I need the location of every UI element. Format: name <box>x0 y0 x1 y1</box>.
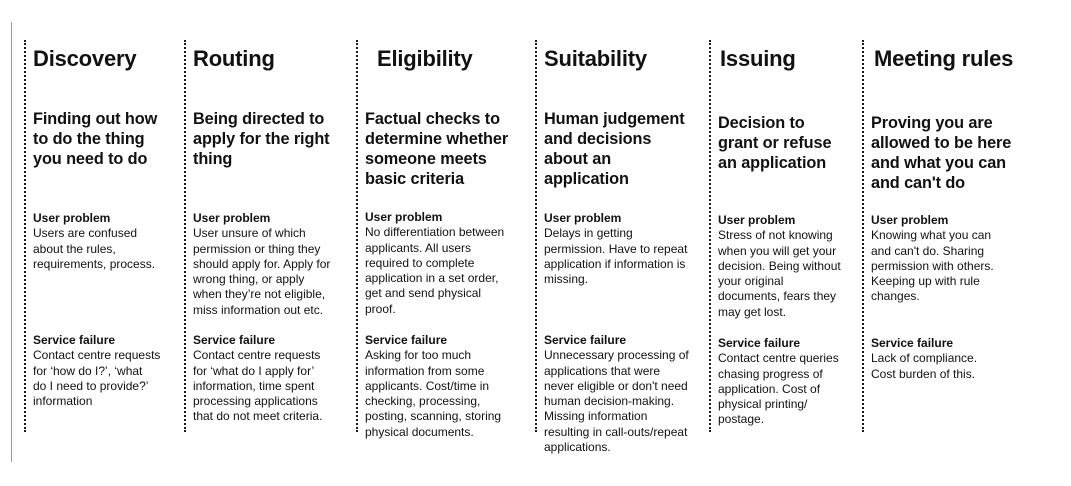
user-problem-label: User problem <box>718 213 796 227</box>
user-problem-block <box>365 210 504 317</box>
dotted-separator <box>356 40 358 432</box>
user-problem-label: User problem <box>365 210 443 224</box>
stage-subtitle: Human judgement and decisions about an application <box>544 110 685 188</box>
service-failure-text: Contact centre requests for ‘how do I?’, ‘what do I need to provide?’ information <box>33 348 161 409</box>
service-failure-label: Service failure <box>365 333 448 347</box>
service-failure-text: Asking for too much information from some applicants. Cost/time in checking, processing, posting, scanning, storing physical documents. <box>365 348 502 439</box>
user-problem-text: Delays in getting permission. Have to repeat application if information is missing. <box>544 226 688 287</box>
stage-title: Issuing <box>720 46 796 71</box>
user-problem-label: User problem <box>193 211 271 225</box>
dotted-separator <box>862 40 864 432</box>
user-problem-block <box>544 211 687 287</box>
service-failure-label: Service failure <box>33 333 116 347</box>
service-failure-label: Service failure <box>871 336 954 350</box>
user-problem-block <box>718 213 841 320</box>
stage-title: Eligibility <box>377 46 473 71</box>
service-failure-text: Lack of compliance. Cost burden of this. <box>871 351 978 381</box>
stage-subtitle: Decision to grant or refuse an application <box>718 114 832 172</box>
service-failure-block <box>544 333 689 455</box>
service-failure-label: Service failure <box>544 333 627 347</box>
dotted-separator <box>709 40 711 432</box>
user-problem-label: User problem <box>33 211 111 225</box>
stage-title: Routing <box>193 46 275 71</box>
stage-title: Discovery <box>33 46 137 71</box>
stage-subtitle: Being directed to apply for the right thing <box>193 110 330 168</box>
dotted-separator <box>24 40 26 432</box>
service-failure-label: Service failure <box>718 336 801 350</box>
left-edge-line <box>11 22 12 462</box>
user-problem-text: User unsure of which permission or thing they should apply for. Apply for wrong thing, or apply when they’re not eligible, miss information out etc. <box>193 226 331 317</box>
user-problem-label: User problem <box>544 211 622 225</box>
user-problem-block <box>871 213 994 305</box>
stage-title: Suitability <box>544 46 647 71</box>
service-failure-text: Contact centre queries chasing progress of application. Cost of physical printing/ postage. <box>718 351 839 427</box>
stage-title: Meeting rules <box>874 46 1014 71</box>
user-problem-text: Stress of not knowing when you will get your decision. Being without your original documents, fears they may get lost. <box>718 228 841 319</box>
user-problem-text: Knowing what you can and can't do. Sharing permission with others. Keeping up with rule changes. <box>871 228 994 304</box>
service-failure-block <box>365 333 501 440</box>
user-problem-text: No differentiation between applicants. All users required to complete application in a set order, get and send physical proof. <box>365 225 505 316</box>
stage-subtitle: Factual checks to determine whether someone meets basic criteria <box>365 110 509 188</box>
service-failure-label: Service failure <box>193 333 276 347</box>
user-problem-block <box>193 211 330 318</box>
dotted-separator <box>184 40 186 432</box>
service-failure-block <box>718 336 839 428</box>
service-failure-block <box>193 333 322 425</box>
dotted-separator <box>535 40 537 432</box>
stage-subtitle: Finding out how to do the thing you need to do <box>33 110 158 168</box>
service-failure-text: Unnecessary processing of applications that were never eligible or don't need human decision-making. Missing information resulting in call-outs/repeat applications. <box>544 348 689 455</box>
stage-subtitle: Proving you are allowed to be here and what you can and can't do <box>871 114 1012 192</box>
service-failure-block <box>33 333 160 409</box>
user-problem-block <box>33 211 155 272</box>
service-failure-text: Contact centre requests for ‘what do I apply for’ information, time spent processing applications that do not meet criteria. <box>193 348 323 424</box>
user-problem-text: Users are confused about the rules, requirements, process. <box>33 226 156 271</box>
service-failure-block <box>871 336 977 382</box>
user-problem-label: User problem <box>871 213 949 227</box>
